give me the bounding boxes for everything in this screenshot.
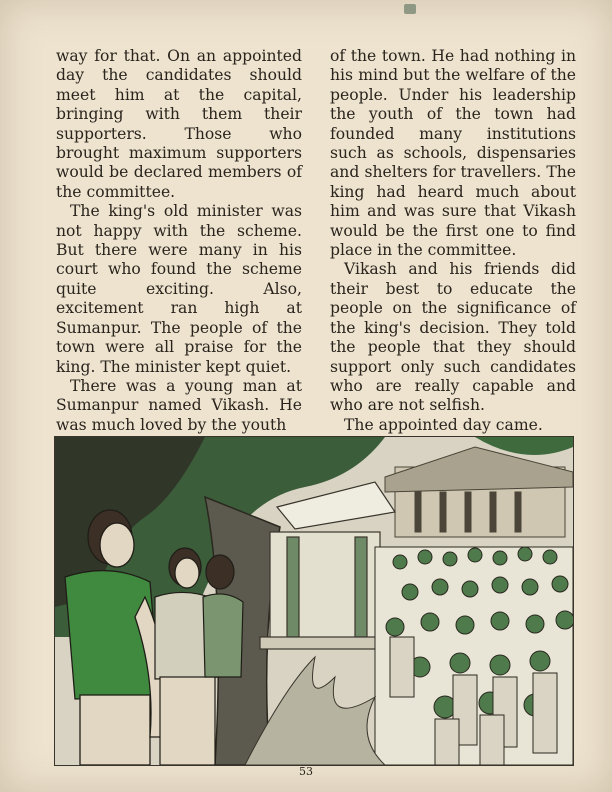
- right-column: [330, 47, 576, 434]
- paragraph: of the town. He had nothing in his mind but the welfare of the people. Under his leadership the youth of the town had founded many institutions such as schools, dispensaries and shelters for travellers. The king had heard much about him and was sure that Vikash would be the first one to find place in the committee.: [330, 47, 576, 260]
- illustration-drawing: [55, 437, 573, 765]
- page-number: 53: [299, 765, 313, 778]
- left-column: [56, 47, 302, 434]
- paragraph: There was a young man at Sumanpur named Vikash. He was much loved by the youth: [56, 376, 302, 434]
- paragraph: The appointed day came.: [344, 415, 543, 434]
- crowd: [375, 547, 573, 765]
- crowd-gathering-illustration: [54, 436, 574, 766]
- paragraph: way for that. On an appointed day the candidates should meet him at the capital, bringing with them their supporters. Those who brought maximum supporters would be declared members of the committee.: [56, 47, 302, 201]
- paragraph: Vikash and his friends did their best to educate the people on the significance of the king's decision. They told the people that they should support only such candidates who are really capable and who are not selfish.: [330, 260, 576, 415]
- story-text: [56, 47, 576, 434]
- paragraph: The king's old minister was not happy with the scheme. But there were many in his court who found the scheme quite exciting. Also, excitement ran high at Sumanpur. The people of the town were all praise for the king. The minister kept quiet.: [56, 202, 302, 376]
- binding-mark: [404, 4, 416, 14]
